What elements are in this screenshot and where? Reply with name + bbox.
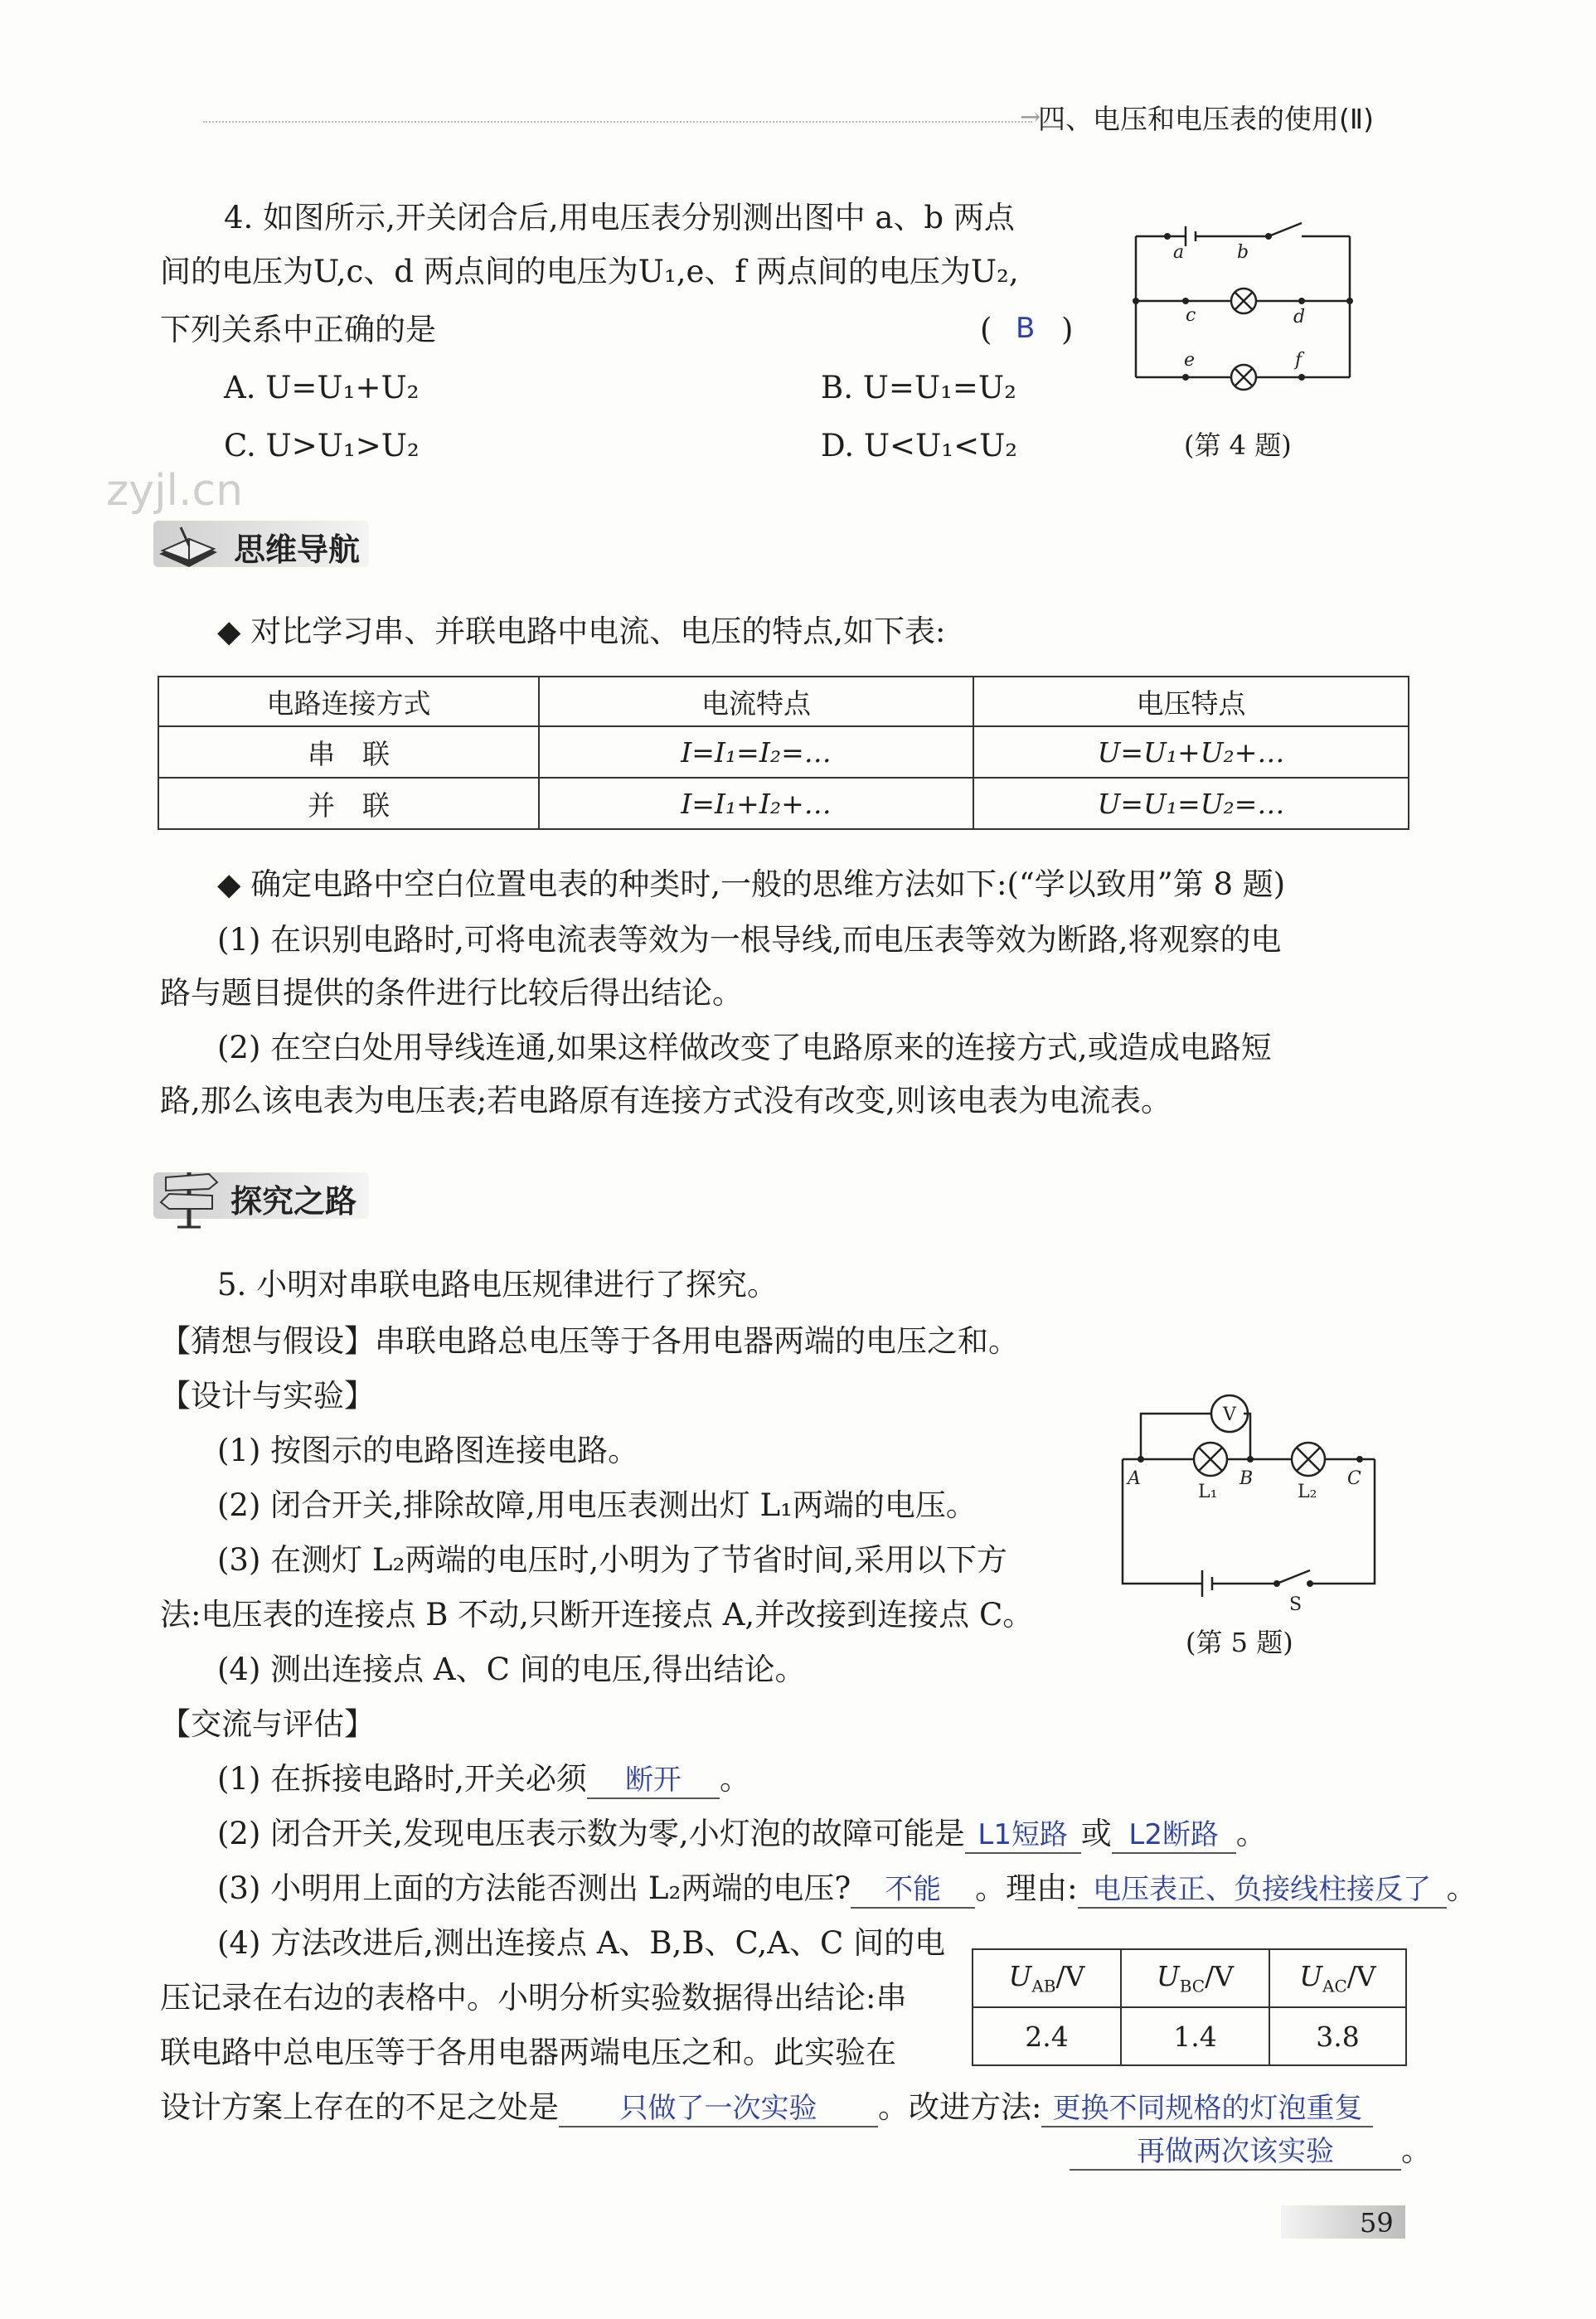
- q4-label-b: b: [1237, 242, 1249, 263]
- q4-bracket-close: ): [1061, 312, 1074, 347]
- q4-answer: B: [1016, 312, 1036, 345]
- data-table-header: $U_{AB}/V$: [973, 1949, 1121, 2007]
- q4-option-b: B. U=U₁=U₂: [821, 370, 1016, 405]
- section-think-title: 思维导航: [234, 531, 361, 568]
- q5-eval2-answer2: L2断路: [1112, 1818, 1236, 1854]
- table-cell: 并 联: [158, 778, 539, 829]
- q5-eval1-answer: 断开: [587, 1764, 720, 1799]
- q5-eval2-answer1: L1短路: [965, 1818, 1081, 1854]
- q5-figure-caption: (第 5 题): [1186, 1627, 1293, 1658]
- q5-step1: (1) 按图示的电路图连接电路。: [217, 1433, 639, 1468]
- q5-eval1-text: (1) 在拆接电路时,开关必须: [217, 1761, 587, 1797]
- q5-eval2-text: (2) 闭合开关,发现电压表示数为零,小灯泡的故障可能是: [217, 1816, 965, 1851]
- q5-eval4-answer1: 只做了一次实验: [559, 2092, 878, 2127]
- q5-eval3-reason-label: 。理由:: [975, 1870, 1078, 1906]
- q5-label-A: A: [1128, 1468, 1141, 1489]
- q5-eval4-improve-label: 。改进方法:: [878, 2089, 1042, 2125]
- q5-circuit-diagram: [1111, 1376, 1385, 1625]
- q4-option-a: A. U=U₁+U₂: [224, 370, 420, 405]
- chapter-title: 四、电压和电压表的使用(Ⅱ): [1038, 103, 1374, 135]
- q4-label-e: e: [1184, 350, 1196, 371]
- table-cell: 串 联: [158, 726, 539, 778]
- q4-line1: 4. 如图所示,开关闭合后,用电压表分别测出图中 a、b 两点: [224, 200, 1015, 235]
- method-p2-line1: (2) 在空白处用导线连通,如果这样做改变了电路原来的连接方式,或造成电路短: [217, 1030, 1272, 1065]
- q4-label-c: c: [1186, 305, 1196, 326]
- q5-eval4-text: 设计方案上存在的不足之处是: [160, 2089, 559, 2125]
- q5-eval4-line5: [1070, 2132, 1432, 2171]
- data-table-header: $U_{BC}/V$: [1121, 1949, 1269, 2007]
- q5-hypothesis: 【猜想与假设】串联电路总电压等于各用电器两端的电压之和。: [160, 1323, 1019, 1359]
- q5-eval3-text: (3) 小明用上面的方法能否测出 L₂两端的电压?: [217, 1870, 851, 1906]
- q4-bracket-open: (: [980, 312, 992, 347]
- q4-label-a: a: [1173, 242, 1185, 263]
- q5-eval-title: 【交流与评估】: [160, 1706, 375, 1742]
- table-cell: I=I₁=I₂=…: [539, 726, 973, 778]
- q5-label-S: S: [1289, 1594, 1303, 1615]
- q5-step4: (4) 测出连接点 A、C 间的电压,得出结论。: [217, 1652, 806, 1687]
- book-icon: [156, 522, 222, 572]
- q4-figure-caption: (第 4 题): [1184, 429, 1292, 461]
- q5-eval4-line2: 压记录在右边的表格中。小明分析实验数据得出结论:串: [160, 1980, 907, 2016]
- table-cell: U=U₁=U₂=…: [973, 778, 1409, 829]
- signpost-icon: [158, 1164, 224, 1230]
- q4-option-d: D. U<U₁<U₂: [821, 428, 1018, 463]
- watermark: zyjl.cn: [106, 466, 244, 516]
- q4-line3: 下列关系中正确的是: [160, 312, 436, 347]
- table-cell: U=U₁+U₂+…: [973, 726, 1409, 778]
- q5-eval4-answer2-line1: 更换不同规格的灯泡重复: [1041, 2092, 1373, 2127]
- q4-label-f: f: [1295, 350, 1303, 371]
- q5-label-L1: L₁: [1198, 1482, 1218, 1502]
- q5-step3-line1: (3) 在测灯 L₂两端的电压时,小明为了节省时间,采用以下方: [217, 1542, 1007, 1578]
- q5-eval1-end: 。: [719, 1761, 750, 1797]
- q5-eval2-end: 。: [1235, 1816, 1267, 1851]
- q5-eval3-answer1: 不能: [851, 1873, 975, 1909]
- q5-eval2-or: 或: [1080, 1816, 1112, 1851]
- q5-eval3-end: 。: [1446, 1870, 1477, 1906]
- q5-label-L2: L₂: [1298, 1482, 1317, 1502]
- q5-eval4-line4: [160, 2089, 1373, 2127]
- q5-eval4-line3: 联电路中总电压等于各用电器两端电压之和。此实验在: [160, 2035, 896, 2070]
- method-p2-line2: 路,那么该电表为电压表;若电路原有连接方式没有改变,则该电表为电流表。: [160, 1083, 1172, 1118]
- q4-label-d: d: [1293, 307, 1306, 327]
- q5-eval4-answer2-line2: 再做两次该实验: [1070, 2135, 1401, 2171]
- q5-step2: (2) 闭合开关,排除故障,用电压表测出灯 L₁两端的电压。: [217, 1487, 977, 1523]
- data-table-cell: 1.4: [1121, 2007, 1269, 2065]
- voltage-data-table: [972, 1948, 1407, 2066]
- q5-eval1: [217, 1761, 750, 1799]
- method-p1-line2: 路与题目提供的条件进行比较后得出结论。: [160, 975, 743, 1011]
- q5-label-B: B: [1239, 1468, 1254, 1489]
- method-intro: ◆ 确定电路中空白位置电表的种类时,一般的思维方法如下:(“学以致用”第 8 题): [217, 866, 1286, 902]
- table-header: 电压特点: [973, 677, 1409, 726]
- page-number: 59: [1360, 2207, 1394, 2239]
- q4-option-c: C. U>U₁>U₂: [224, 428, 420, 463]
- q5-design-title: 【设计与实验】: [160, 1378, 375, 1414]
- think-intro: ◆ 对比学习串、并联电路中电流、电压的特点,如下表:: [217, 614, 946, 649]
- q5-eval2: [217, 1816, 1267, 1854]
- circuit-comparison-table: [158, 676, 1409, 830]
- header-rule: [203, 121, 1032, 123]
- q5-eval4-end: 。: [1401, 2132, 1432, 2168]
- q5-label-V: V: [1223, 1404, 1236, 1425]
- q4-line2: 间的电压为U,c、d 两点间的电压为U₁,e、f 两点间的电压为U₂,: [160, 254, 1019, 289]
- q5-eval3: [217, 1870, 1477, 1909]
- q5-title: 5. 小明对串联电路电压规律进行了探究。: [217, 1267, 779, 1303]
- q5-eval4-line1: (4) 方法改进后,测出连接点 A、B,B、C,A、C 间的电: [217, 1925, 946, 1961]
- q5-label-C: C: [1347, 1468, 1361, 1489]
- q5-eval3-answer2: 电压表正、负接线柱接反了: [1078, 1873, 1447, 1909]
- data-table-header: $U_{AC}/V$: [1269, 1949, 1406, 2007]
- table-header: 电路连接方式: [158, 677, 539, 726]
- table-header: 电流特点: [539, 677, 973, 726]
- section-explore-title: 探究之路: [230, 1183, 357, 1220]
- method-p1-line1: (1) 在识别电路时,可将电流表等效为一根导线,而电压表等效为断路,将观察的电: [217, 922, 1282, 958]
- header-arrow: →: [1020, 103, 1041, 132]
- data-table-cell: 2.4: [973, 2007, 1121, 2065]
- q4-circuit-diagram: [1128, 211, 1360, 410]
- q5-step3-line2: 法:电压表的连接点 B 不动,只断开连接点 A,并改接到连接点 C。: [160, 1597, 1034, 1633]
- table-cell: I=I₁+I₂+…: [539, 778, 973, 829]
- data-table-cell: 3.8: [1269, 2007, 1406, 2065]
